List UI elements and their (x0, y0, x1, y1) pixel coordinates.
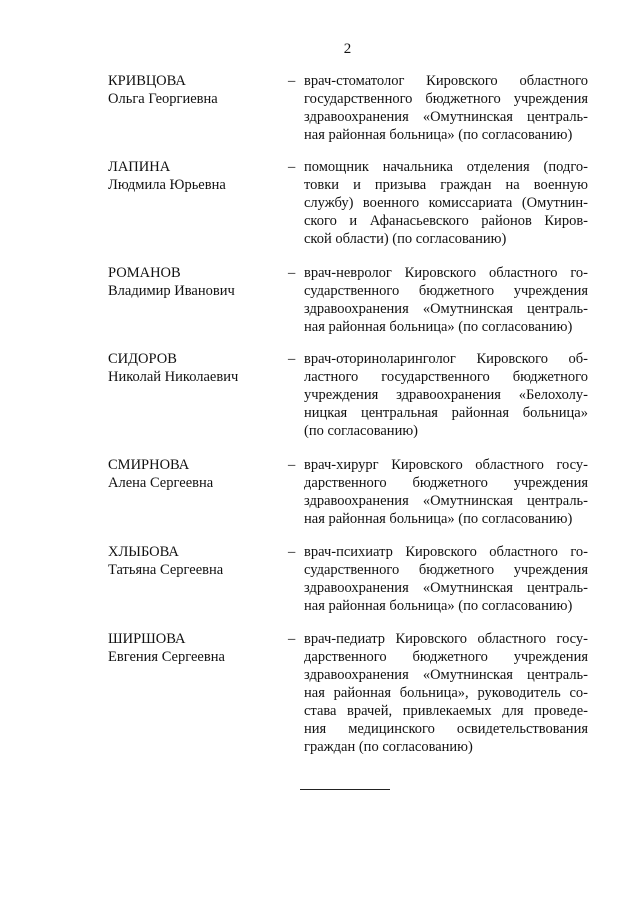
role-line: врач-стоматолог Кировского областного (304, 73, 588, 89)
role-line: дарственного бюджетного учреждения (304, 475, 588, 491)
dash-separator: – (288, 544, 296, 560)
member-given-names: Ольга Георгиевна (108, 91, 218, 107)
role-line: сударственного бюджетного учреждения (304, 562, 588, 578)
member-entry (108, 158, 588, 248)
member-entry (108, 456, 588, 528)
role-line: здравоохранения «Омутнинская централь- (304, 580, 588, 596)
member-entry (108, 264, 588, 336)
role-line: ная районная больница» (по согласованию) (304, 319, 573, 335)
role-line: става врачей, привлекаемых для проведе- (304, 703, 588, 719)
role-line: здравоохранения «Омутнинская централь- (304, 109, 588, 125)
role-line: товки и призыва граждан на военную (304, 177, 588, 193)
role-line: здравоохранения «Омутнинская централь- (304, 493, 588, 509)
member-given-names: Владимир Иванович (108, 283, 235, 299)
member-given-names: Евгения Сергеевна (108, 649, 225, 665)
commission-member-list (108, 72, 588, 756)
member-name (108, 456, 288, 492)
member-given-names: Татьяна Сергеевна (108, 562, 224, 578)
dash-separator: – (288, 631, 296, 647)
role-line: дарственного бюджетного учреждения (304, 649, 588, 665)
member-role (304, 543, 588, 615)
member-role (304, 350, 588, 440)
role-line: ского и Афанасьевского районов Киров- (304, 213, 588, 229)
role-line: врач-педиатр Кировского областного госу- (304, 631, 588, 647)
role-line: врач-оториноларинголог Кировского об- (304, 351, 588, 367)
role-line: ния медицинского освидетельствования (304, 721, 588, 737)
role-line: ской области) (по согласованию) (304, 231, 507, 247)
member-name (108, 158, 288, 194)
role-line: ная районная больница» (по согласованию) (304, 598, 573, 614)
role-line: врач-психиатр Кировского областного го- (304, 544, 588, 560)
member-name (108, 72, 288, 108)
member-given-names: Людмила Юрьевна (108, 177, 226, 193)
member-name (108, 543, 288, 579)
member-entry (108, 350, 588, 440)
page-number: 2 (343, 41, 352, 57)
role-line: ная районная больница» (по согласованию) (304, 511, 573, 527)
role-line: учреждения здравоохранения «Белохолу- (304, 387, 588, 403)
member-role (304, 264, 588, 336)
member-role (304, 158, 588, 248)
member-entry (108, 543, 588, 615)
dash-separator: – (288, 159, 296, 175)
member-given-names: Николай Николаевич (108, 369, 239, 385)
dash-separator: – (288, 73, 296, 89)
role-line: ластного государственного бюджетного (304, 369, 588, 385)
role-line: здравоохранения «Омутнинская централь- (304, 667, 588, 683)
role-line: граждан (по согласованию) (304, 739, 473, 755)
role-line: сударственного бюджетного учреждения (304, 283, 588, 299)
role-line: (по согласованию) (304, 423, 418, 439)
closing-rule (300, 789, 390, 790)
member-name (108, 264, 288, 300)
dash-separator: – (288, 351, 296, 367)
role-line: службу) военного комиссариата (Омутнин- (304, 195, 588, 211)
member-role (304, 72, 588, 144)
role-line: врач-хирург Кировского областного госу- (304, 457, 588, 473)
role-line: помощник начальника отделения (подго- (304, 159, 588, 175)
member-surname: ХЛЫБОВА (108, 544, 179, 560)
member-role (304, 456, 588, 528)
member-surname: ШИРШОВА (108, 631, 186, 647)
member-role (304, 630, 588, 756)
member-surname: ЛАПИНА (108, 159, 171, 175)
member-given-names: Алена Сергеевна (108, 475, 214, 491)
member-surname: СМИРНОВА (108, 457, 190, 473)
member-surname: РОМАНОВ (108, 265, 181, 281)
member-name (108, 350, 288, 386)
member-entry (108, 72, 588, 144)
role-line: государственного бюджетного учреждения (304, 91, 588, 107)
role-line: здравоохранения «Омутнинская централь- (304, 301, 588, 317)
member-surname: СИДОРОВ (108, 351, 177, 367)
role-line: ная районная больница», руководитель со- (304, 685, 588, 701)
role-line: врач-невролог Кировского областного го- (304, 265, 588, 281)
role-line: ницкая центральная районная больница» (304, 405, 588, 421)
role-line: ная районная больница» (по согласованию) (304, 127, 573, 143)
member-entry (108, 630, 588, 756)
dash-separator: – (288, 457, 296, 473)
member-name (108, 630, 288, 666)
member-surname: КРИВЦОВА (108, 73, 186, 89)
dash-separator: – (288, 265, 296, 281)
